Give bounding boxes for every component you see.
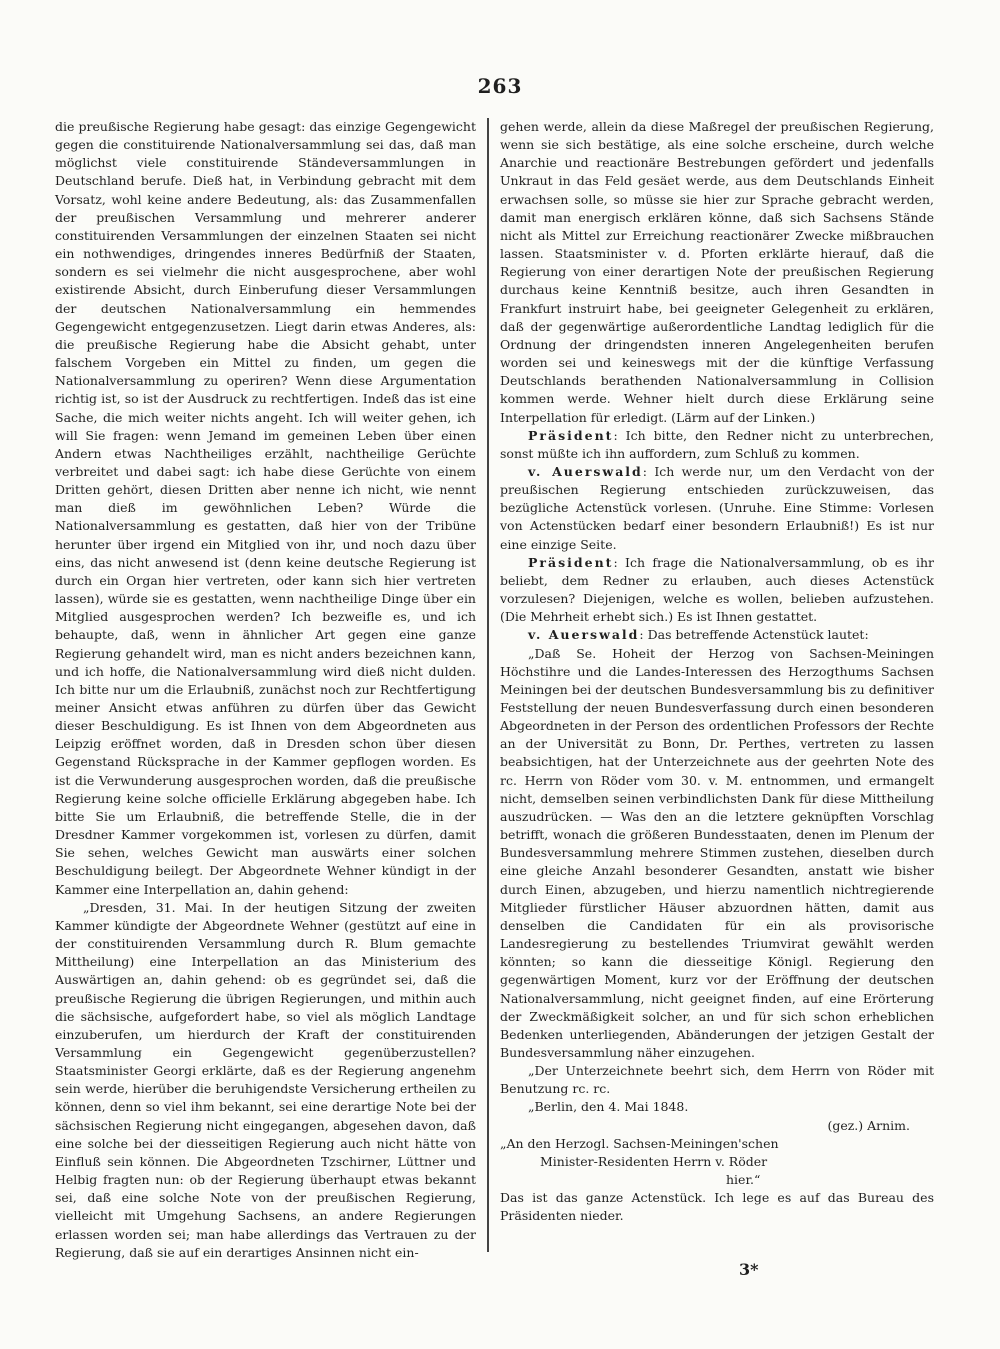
right-paragraph-1: gehen werde, allein da diese Maßregel der preußischen Regierung, wenn sie sich bestätige, als eine solche erscheine, durch welche Anarchie und reactionäre Bestrebungen gefördert und jedenfalls Unkraut in das Feld gesäet werde, aus dem Deutschlands Einheit erwachsen solle, so müsse sie hier zur Sprache gebracht werden, damit man energisch erklären könne, daß sich Sachsens Stände nicht als Mittel zur Erreichung reactionärer Zwecke mißbrauchen lassen. Staatsminister v. d. Pforten erklärte hierauf, daß die Regierung von einer derartigen Note der preußischen Regierung durchaus keine Kenntniß besitze, auch ihren Gesandten in Frankfurt instruirt habe, bei geeigneter Gelegenheit zu erklären, daß der gegenwärtige außerordentliche Landtag lediglich für die Ordnung der dringendsten inneren Angelegenheiten berufen worden sei und keineswegs mit der die künftige Verfassung Deutschlands berathenden Nationalversammlung in Collision kommen werde. Wehner hielt durch diese Erklärung seine Interpellation für erledigt. (Lärm auf der Linken.) [500,119,934,425]
left-column [55,118,476,1262]
right-column [500,118,934,1226]
speech-text: : Das betreffende Actenstück lautet: [639,627,869,643]
document-address-2: Minister-Residenten Herrn v. Röder [540,1153,768,1169]
right-paragraph-5 [500,626,934,644]
document-closing: „Der Unterzeichnete beehrt sich, dem Herrn von Röder mit Benutzung rc. rc. [500,1063,934,1097]
speaker-name: Präsident [528,554,614,570]
page-number: 263 [477,74,523,98]
speech-text: : Ich werde nur, um den Verdacht von der preußischen Regierung entschieden zurückzuweisen, das bezügliche Actenstück vorlesen. (Unruhe. Eine Stimme: Vorlesen von Actenstücken bedarf einer besondern Erlaubniß!) Es ist nur eine einzige Seite. [500,463,934,552]
sheet-marker: 3* [739,1260,759,1279]
left-paragraph-2: „Dresden, 31. Mai. In der heutigen Sitzung der zweiten Kammer kündigte der Abgeordnete Wehner (gestützt auf eine in der constituirenden Versammlung durch R. Blum gemachte Mittheilung) eine Interpellation an das Ministerium des Auswärtigen an, dahin gehend: ob es gegründet sei, daß die preußische Regierung die übrigen Regierungen, und mithin auch die sächsische, aufgefordert habe, so viel als möglich Landtage einzuberufen, um hierdurch der Kraft der constituirenden Versammlung ein Gegengewicht gegenüberzustellen? Staatsminister Georgi erklärte, daß es der Regierung angenehm sein werde, hierüber die beruhigendste Versicherung ertheilen zu können, denn so viel ihm bekannt, sei eine derartige Note bei der sächsischen Regierung nicht eingegangen, abgesehen davon, daß eine solche bei der diesseitigen Regierung auch nicht hätte von Einfluß sein können. Die Abgeordneten Tzschirner, Lüttner und Helbig fragten nun: ob der Regierung überhaupt etwas bekannt sei, daß eine solche Note von der preußischen Regierung, vielleicht mit Umgehung Sachsens, an andere Regierungen erlassen worden sei; man habe allerdings das Vertrauen zu der Regierung, daß sie auf ein derartiges Ansinnen nicht ein- [55,899,476,1260]
right-paragraph-3 [500,463,934,554]
speaker-name: v. Auerswald [528,463,643,479]
document-quote: „Daß Se. Hoheit der Herzog von Sachsen-Meiningen Höchstihre und die Landes-Interessen des Herzogthums Sachsen Meiningen bei der deutschen Bundesversammlung bis zu definitiver Feststellung der neuen Bundesverfassung durch einen besonderen Abgeordneten in der Person des ordentlichen Professors der Rechte an der Universität zu Bonn, Dr. Perthes, vertreten zu lassen beabsichtigen, hat der Unterzeichnete aus der geehrten Note des rc. Herrn von Röder vom 30. v. M. entnommen, und ermangelt nicht, demselben seinen verbindlichsten Dank für diese Mittheilung auszudrücken. — Was den an die letztere geknüpften Vorschlag betrifft, wonach die größeren Bundesstaaten, denen im Plenum der Bundesversammlung mehrere Stimmen zustehen, dieselben durch eine gleiche Anzahl besonderer Gesandten, anstatt wie bisher durch Einen, abzugeben, und hierzu namentlich nichtregierende Mitglieder fürstlicher Häuser abzuordnen hätten, damit aus denselben die Candidaten für ein als provisorische Landesregierung zu bestellendes Triumvirat gewählt werden könnten; so kann die diesseitige Königl. Regierung den gegenwärtigen Moment, kurz vor der Eröffnung der deutschen Nationalversammlung, nicht geeignet finden, auf eine Erörterung der Zweckmäßigkeit solcher, an und für sich schon erheblichen Bedenken unterliegenden, Abänderungen der jetzigen Gestalt der Bundesversammlung näher einzugehen. [500,645,934,1060]
document-date: „Berlin, den 4. Mai 1848. [528,1099,689,1115]
speaker-name: v. Auerswald [528,627,640,643]
document-address-3: hier.“ [726,1172,761,1188]
right-paragraph-2 [500,427,934,463]
right-paragraph-final: Das ist das ganze Actenstück. Ich lege es auf das Bureau des Präsidenten nieder. [500,1190,934,1224]
speech-text: : Ich frage die Nationalversammlung, ob es ihr beliebt, dem Redner zu erlauben, auch dieses Actenstück vorzulesen? Diejenigen, welche es wollen, belieben aufzustehen. (Die Mehrheit erhebt sich.) Es ist Ihnen gestattet. [500,554,934,625]
left-paragraph-1: die preußische Regierung habe gesagt: das einzige Gegengewicht gegen die constituirende Nationalversammlung sei das, daß man möglichst viele constituirende Ständeversammlungen in Deutschland berufe. Dieß hat, in Verbindung gebracht mit dem Vorsatz, wohl keine andere Bedeutung, als: das Zusammenfallen der preußischen Versammlung und mehrerer anderer constituirenden Versammlungen der einzelnen Staaten sei nicht ein nothwendiges, dringendes inneres Bedürfniß der Staaten, sondern es sei vielmehr die nicht ausgesprochene, aber wohl existirende Absicht, durch Einberufung dieser Versammlungen der deutschen Nationalversammlung ein hemmendes Gegengewicht entgegenzusetzen. Liegt darin etwas Anderes, als: die preußische Regierung habe die Absicht gehabt, unter falschem Vorgeben ein Mittel zu finden, um gegen die Nationalversammlung zu operiren? Wenn diese Argumentation richtig ist, so ist der Ausdruck zu rechtfertigen. Indeß das ist eine Sache, die mich weiter nichts angeht. Ich will weiter gehen, ich will Sie fragen: wenn Jemand im gemeinen Leben über einen Andern etwas Nachtheiliges erzählt, nachtheilige Gerüchte verbreitet und dabei sagt: ich habe diese Gerüchte von einem Dritten gehört, diesen Dritten aber nenne ich nicht, wie nennt man dieß im gewöhnlichen Leben? Würde die Nationalversammlung es gestatten, daß hier von der Tribüne herunter über irgend ein Mitglied von ihr, und noch dazu über eins, das nicht anwesend ist (denn keine deutsche Regierung ist durch ein Organ hier vertreten, oder kann sich hier vertreten lassen), würde sie es gestatten, wenn nachtheilige Dinge über ein Mitglied ausgesprochen werden? Ich bezweifle es, und ich behaupte, daß, wenn in ähnlicher Art gegen eine ganze Regierung gehandelt wird, man es nicht anders bezeichnen kann, und ich hoffe, die Nationalversammlung wird dieß nicht dulden. Ich bitte nur um die Erlaubniß, zunächst noch zur Rechtfertigung meiner Ansicht etwas anführen zu dürfen über das Gewicht dieser Beschuldigung. Es ist Ihnen von dem Abgeordneten aus Leipzig eröffnet worden, daß in Dresden schon über diesen Gegenstand Rücksprache in der Kammer gepflogen worden. Es ist die Verwunderung ausgesprochen worden, daß die preußische Regierung keine solche officielle Erklärung abgegeben habe. Ich bitte Sie um Erlaubniß, die betreffende Stelle, die in der Dresdner Kammer vorgekommen ist, vorlesen zu dürfen, damit Sie sehen, welches Gewicht man auswärts einer solchen Beschuldigung beilegt. Der Abgeordnete Wehner kündigt in der Kammer eine Interpellation an, dahin gehend: [55,119,476,897]
speaker-name: Präsident [528,427,614,443]
right-paragraph-4 [500,554,934,627]
document-address-1: „An den Herzogl. Sachsen-Meiningen'schen [500,1135,779,1151]
speech-text: : Ich bitte, den Redner nicht zu unterbrechen, sonst müßte ich ihn auffordern, zum Schluß zu kommen. [500,427,934,461]
column-divider [487,118,489,1252]
document-signature: (gez.) Arnim. [827,1117,910,1133]
